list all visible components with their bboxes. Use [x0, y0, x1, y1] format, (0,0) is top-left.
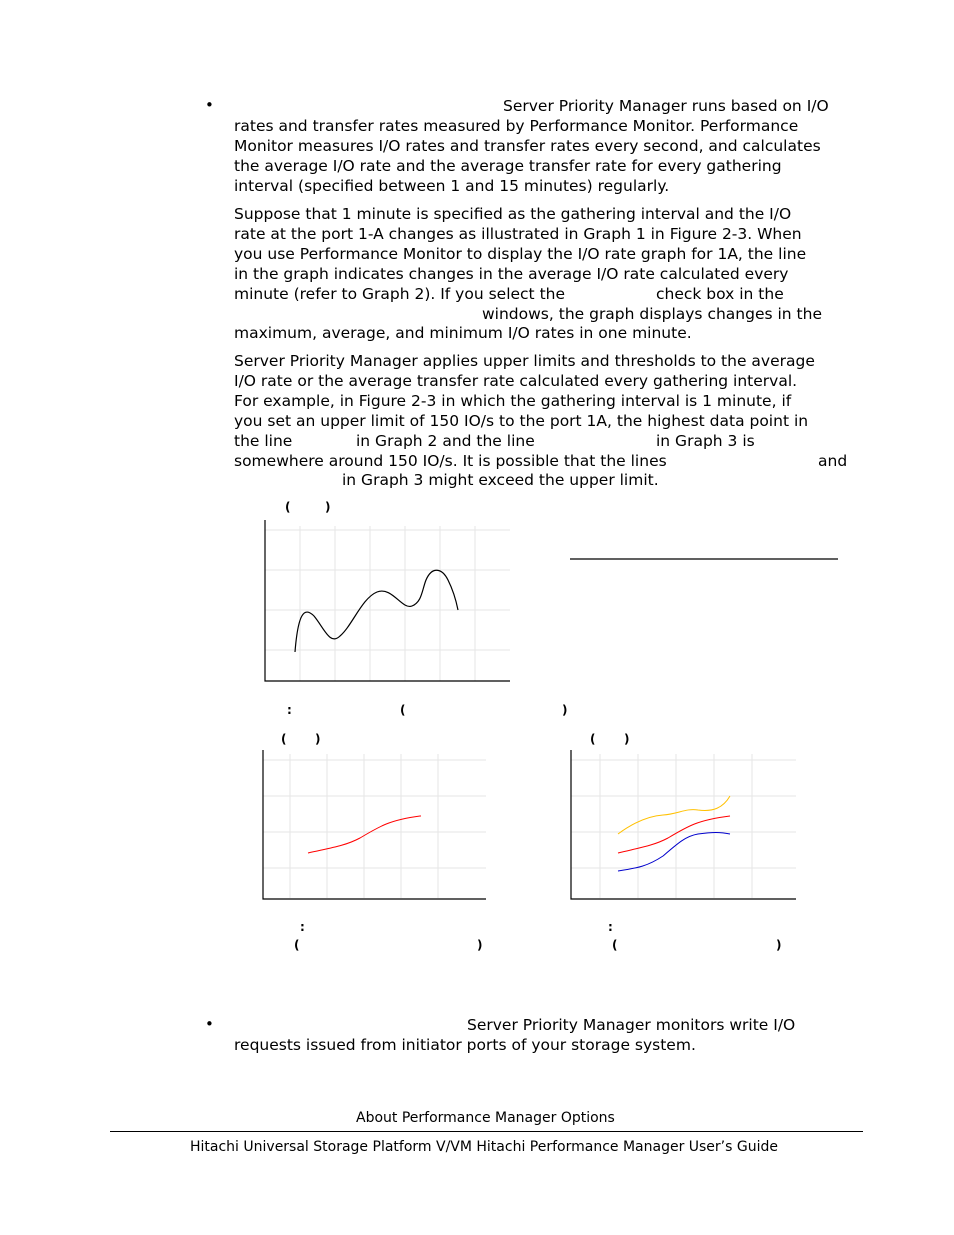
- para2-line1: Server Priority Manager applies upper limits and thresholds to the average: [234, 352, 815, 370]
- graph3-ylabel-close: ): [624, 732, 630, 746]
- bullet2-line1: Server Priority Manager monitors write I/O: [467, 1016, 796, 1034]
- graph2-ylabel-open: (: [281, 732, 287, 746]
- bullet-marker: •: [205, 96, 214, 114]
- graph1-io-rate-line: [295, 570, 458, 652]
- graph3-max-line: [618, 796, 730, 834]
- graph2-caption-open: (: [294, 938, 300, 952]
- graph1-caption-open: (: [400, 703, 406, 717]
- graph3-axes: [571, 750, 796, 899]
- graph1-ylabel-open: (: [285, 500, 291, 514]
- footer-guide-title: Hitachi Universal Storage Platform V/VM Hitachi Performance Manager User’s Guide: [190, 1139, 778, 1155]
- bullet2-line2: requests issued from initiator ports of your storage system.: [234, 1036, 696, 1054]
- graph1: [262, 518, 514, 686]
- graph1-axes: [265, 520, 510, 681]
- para1-line5a: minute (refer to Graph 2). If you select the: [234, 285, 566, 303]
- bullet1-line5: interval (specified between 1 and 15 minutes) regularly.: [234, 177, 670, 195]
- bullet1-line2: rates and transfer rates measured by Performance Monitor. Performance: [234, 117, 799, 135]
- para1-line3: you use Performance Monitor to display the I/O rate graph for 1A, the line: [234, 245, 807, 263]
- graph3-min-line: [618, 833, 730, 872]
- para1-line5b: check box in the: [656, 285, 784, 303]
- graph1-grid: [265, 526, 510, 681]
- graph2: [260, 748, 490, 902]
- para1-line7: maximum, average, and minimum I/O rates in one minute.: [234, 324, 692, 342]
- graph2-axes: [263, 750, 486, 899]
- graph1-caption-close: ): [562, 703, 568, 717]
- graph3-average-line: [618, 816, 730, 853]
- graph1-caption-colon: :: [287, 703, 292, 717]
- bullet-marker-2: •: [205, 1015, 214, 1033]
- para1-line2: rate at the port 1-A changes as illustrated in Graph 1 in Figure 2-3. When: [234, 225, 802, 243]
- graph3-ylabel-open: (: [590, 732, 596, 746]
- graph2-ylabel-close: ): [315, 732, 321, 746]
- para2-line2: I/O rate or the average transfer rate calculated every gathering interval.: [234, 372, 798, 390]
- graph2-caption-close: ): [477, 938, 483, 952]
- para2-line6b: and: [818, 452, 848, 470]
- footer-rule: [110, 1131, 863, 1132]
- para2-line5a: the line: [234, 432, 293, 450]
- para2-line5c: in Graph 3 is: [656, 432, 755, 450]
- graph3: [568, 748, 800, 902]
- para1-line4: in the graph indicates changes in the average I/O rate calculated every: [234, 265, 789, 283]
- para2-line3: For example, in Figure 2-3 in which the gathering interval is 1 minute, if: [234, 392, 792, 410]
- graph3-caption-colon: :: [608, 920, 613, 934]
- para2-line5b: in Graph 2 and the line: [356, 432, 535, 450]
- graph3-grid: [571, 754, 796, 898]
- para2-line4: you set an upper limit of 150 IO/s to the port 1A, the highest data point in: [234, 412, 809, 430]
- bullet1-line4: the average I/O rate and the average transfer rate for every gathering: [234, 157, 782, 175]
- upper-limit-line: [570, 556, 840, 562]
- para2-line6a: somewhere around 150 IO/s. It is possible that the lines: [234, 452, 667, 470]
- graph1-ylabel-close: ): [325, 500, 331, 514]
- graph3-caption-close: ): [776, 938, 782, 952]
- bullet1-line3: Monitor measures I/O rates and transfer rates every second, and calculates: [234, 137, 821, 155]
- para1-line6: windows, the graph displays changes in the: [482, 305, 822, 323]
- para1-line1: Suppose that 1 minute is specified as the gathering interval and the I/O: [234, 205, 792, 223]
- graph2-caption-colon: :: [300, 920, 305, 934]
- para2-line7: in Graph 3 might exceed the upper limit.: [342, 471, 659, 489]
- graph2-grid: [263, 754, 486, 898]
- graph3-caption-open: (: [612, 938, 618, 952]
- footer-section-title: About Performance Manager Options: [356, 1110, 615, 1126]
- bullet1-line1: Server Priority Manager runs based on I/O: [503, 97, 829, 115]
